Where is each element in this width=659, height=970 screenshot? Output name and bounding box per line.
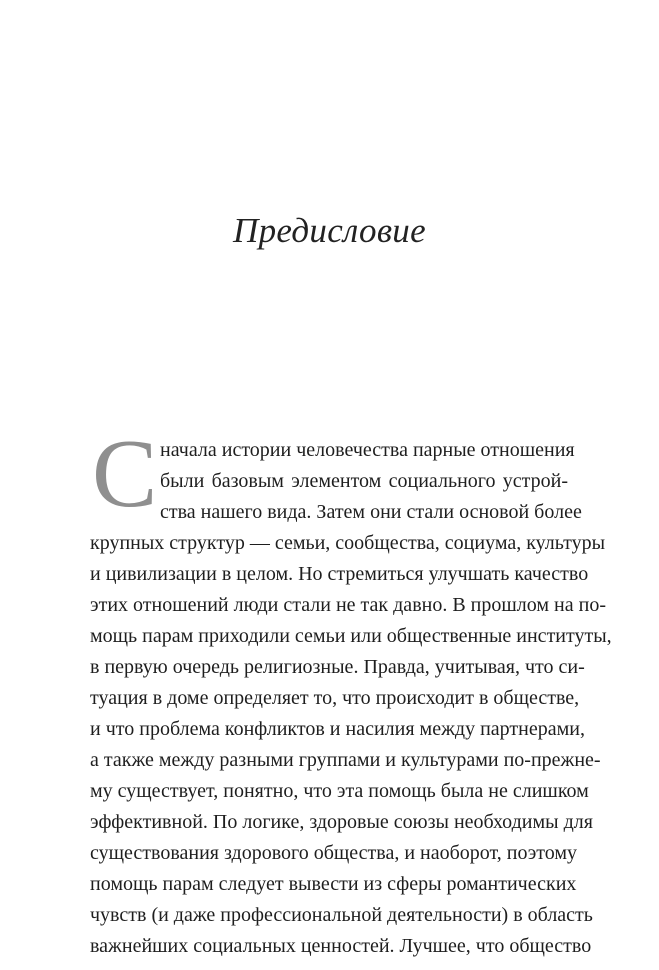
body-line: а также между разными группами и культурами по-прежне- [90, 749, 601, 771]
body-line: существования здорового общества, и наоборот, поэтому [90, 842, 578, 864]
body-line: в первую очередь религиозные. Правда, учитывая, что си- [90, 656, 585, 678]
chapter-title: Предисловие [233, 211, 426, 250]
body-line: чувств (и даже профессиональной деятельности) в область [90, 904, 593, 926]
body-line: и цивилизации в целом. Но стремиться улучшать качество [90, 563, 589, 585]
body-line: важнейших социальных ценностей. Лучшее, что общество [90, 935, 592, 957]
body-line: и что проблема конфликтов и насилия между партнерами, [90, 718, 585, 740]
body-line: мощь парам приходили семьи или общественные институты, [90, 625, 612, 647]
body-line: ства нашего вида. Затем они стали основой более [160, 501, 582, 523]
drop-cap-letter: С [92, 420, 158, 528]
body-line: этих отношений люди стали не так давно. В прошлом на по- [90, 594, 606, 616]
body-line: туация в доме определяет то, что происходит в обществе, [90, 687, 580, 709]
body-line: эффективной. По логике, здоровые союзы необходимы для [90, 811, 593, 833]
body-line: крупных структур — семьи, сообщества, социума, культуры [90, 532, 606, 554]
body-line: были базовым элементом социального устрой- [160, 470, 568, 492]
body-line: начала истории человечества парные отношения [160, 439, 575, 461]
body-line: помощь парам следует вывести из сферы романтических [90, 873, 577, 895]
body-line: му существует, понятно, что эта помощь была не слишком [90, 780, 589, 802]
